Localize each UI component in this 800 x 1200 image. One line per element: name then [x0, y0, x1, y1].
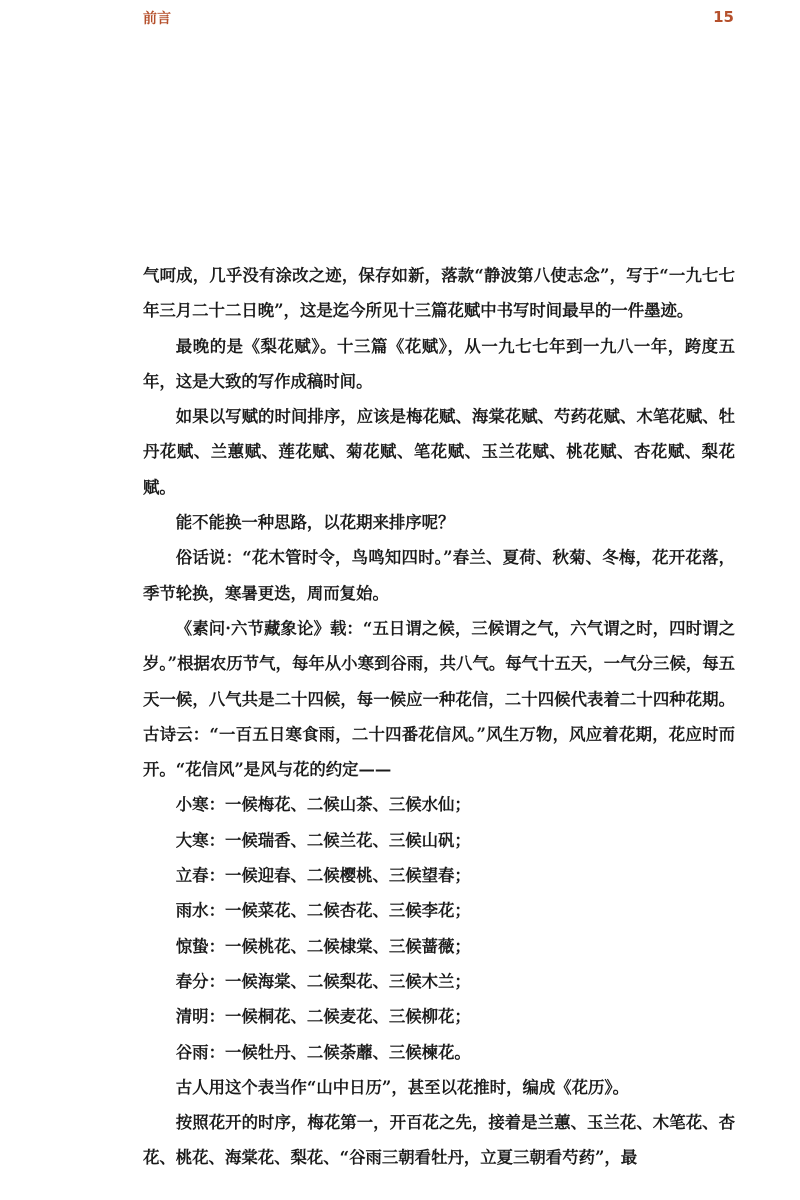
list-item-lichun: 立春：一候迎春、二候樱桃、三候望春；: [175, 866, 471, 886]
page-number: 15: [713, 8, 734, 26]
body-text: [143, 258, 735, 1176]
paragraph-continued: 气呵成，几乎没有涂改之迹，保存如新，落款“静波第八使志念”，写于“一九七七年三月二十二日晚”，这是迄今所见十三篇花赋中书写时间最早的一件墨迹。: [143, 266, 735, 321]
paragraph-latest-fu: 最晚的是《梨花赋》。十三篇《花赋》，从一九七七年到一九八一年，跨度五年，这是大致的写作成稿时间。: [143, 336, 735, 391]
paragraph-suwen-quote: 《素问·六节藏象论》载：“五日谓之候，三候谓之气，六气谓之时，四时谓之岁。”根据农历节气，每年从小寒到谷雨，共八气。每气十五天，一气分三候，每五天一候，八气共是二十四候，每一候应一种花信，二十四候代表着二十四种花期。古诗云：“一百五日寒食雨，二十四番花信风。”风生万物，风应着花期，花应时而开。“花信风”是风与花的约定——: [143, 618, 735, 780]
paragraph-question: 能不能换一种思路，以花期来排序呢？: [175, 513, 455, 533]
list-item-qingming: 清明：一候桐花、二候麦花、三候柳花；: [175, 1007, 471, 1027]
paragraph-flower-calendar: 古人用这个表当作“山中日历”，甚至以花推时，编成《花历》。: [175, 1077, 629, 1097]
running-head-section-title: 前言: [143, 11, 171, 27]
list-item-yushui: 雨水：一候菜花、二候杏花、三候李花；: [175, 901, 471, 921]
paragraph-proverb: 俗话说：“花木管时令，鸟鸣知四时。”春兰、夏荷、秋菊、冬梅，花开花落，季节轮换，寒暑更迭，周而复始。: [143, 548, 735, 603]
paragraph-bloom-order: 按照花开的时序，梅花第一，开百花之先，接着是兰蕙、玉兰花、木笔花、杏花、桃花、海棠花、梨花、“谷雨三朝看牡丹，立夏三朝看芍药”，最: [143, 1113, 735, 1168]
list-item-dahan: 大寒：一候瑞香、二候兰花、三候山矾；: [175, 830, 471, 850]
list-item-xiaohan: 小寒：一候梅花、二候山茶、三候水仙；: [175, 795, 471, 815]
list-item-chunfen: 春分：一候海棠、二候梨花、三候木兰；: [175, 971, 471, 991]
paragraph-writing-order: 如果以写赋的时间排序，应该是梅花赋、海棠花赋、芍药花赋、木笔花赋、牡丹花赋、兰蕙赋、莲花赋、菊花赋、笔花赋、玉兰花赋、桃花赋、杏花赋、梨花赋。: [143, 407, 735, 497]
list-item-guyu: 谷雨：一候牡丹、二候荼蘼、三候楝花。: [175, 1042, 471, 1062]
list-item-jingzhe: 惊蛰：一候桃花、二候棣棠、三候蔷薇；: [175, 936, 471, 956]
